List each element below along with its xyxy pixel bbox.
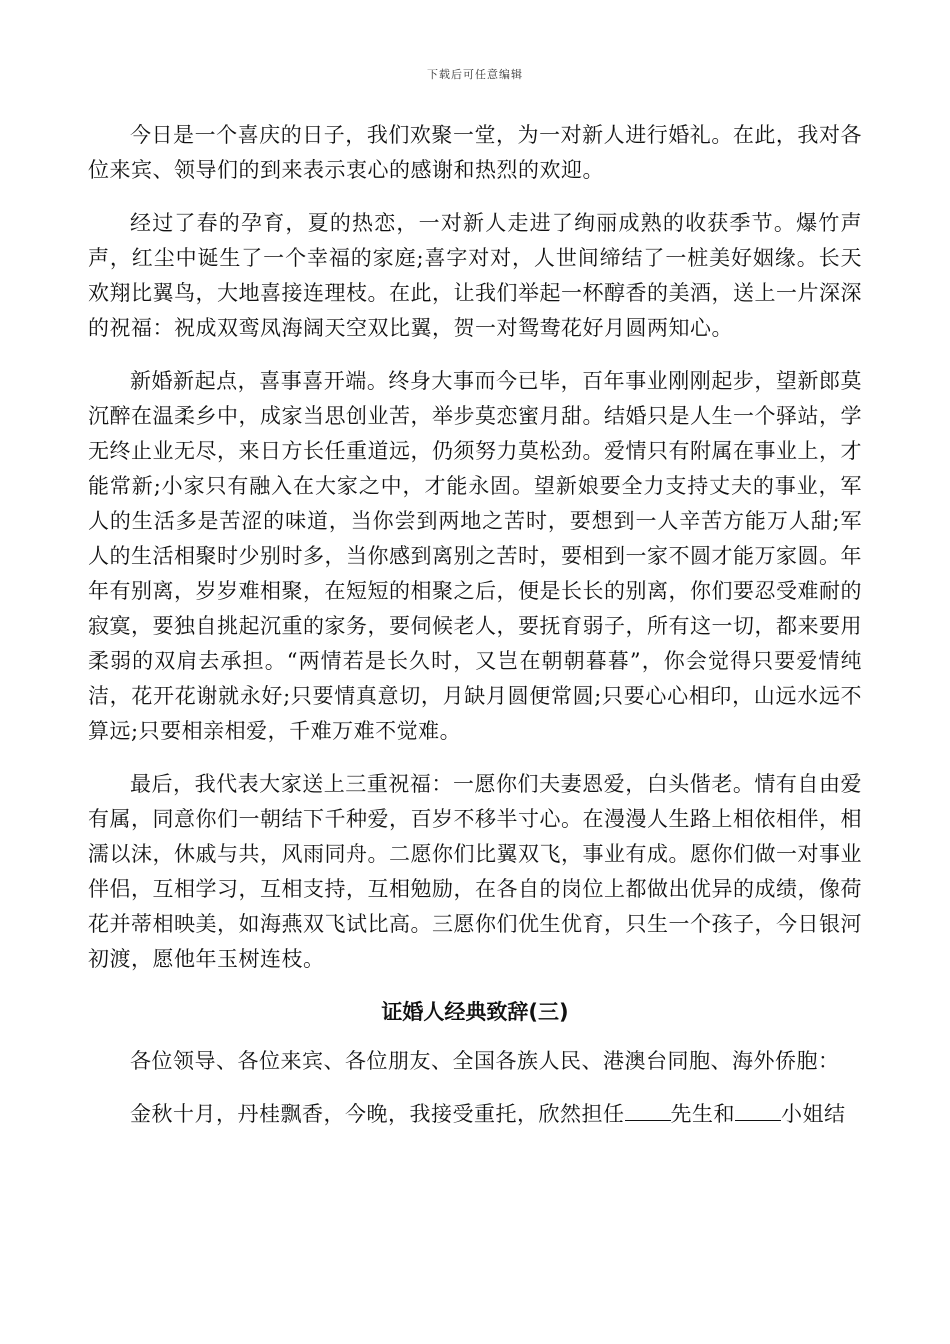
paragraph-last-line [88, 1097, 862, 1132]
paragraph-opening: 今日是一个喜庆的日子，我们欢聚一堂，为一对新人进行婚礼。在此，我对各位来宾、领导们的到来表示衷心的感谢和热烈的欢迎。 [88, 123, 862, 182]
paragraph-three-wishes: 最后，我代表大家送上三重祝福：一愿你们夫妻恩爱，白头偕老。情有自由爱有属，同意你们一朝结下千种爱，百岁不移半寸心。在漫漫人生路上相依相伴，相濡以沫，休戚与共，风雨同舟。二愿你们比翼双飞，事业有成。愿你们做一对事业伴侣，互相学习，互相支持，互相勉励，在各自的岗位上都做出优异的成绩，像荷花并蒂相映美，如海燕双飞试比高。三愿你们优生优育，只生一个孩子，今日银河初渡，愿他年玉树连枝。 [88, 772, 862, 971]
name-blank-groom [625, 1100, 671, 1121]
header-note: 下载后可任意编辑 [427, 68, 523, 81]
last-line-part1: 金秋十月，丹桂飘香，今晚，我接受重托，欣然担任 [130, 1102, 625, 1126]
paragraph-blessing: 经过了春的孕育，夏的热恋，一对新人走进了绚丽成熟的收获季节。爆竹声声，红尘中诞生了一个幸福的家庭;喜字对对，人世间缔结了一桩美好姻缘。长天欢翔比翼鸟，大地喜接连理枝。在此，让我们举起一杯醇香的美酒，送上一片深深的祝福：祝成双鸾凤海阔天空双比翼，贺一对鸳鸯花好月圆两知心。 [88, 211, 862, 340]
last-line-part3: 小姐结 [781, 1102, 846, 1126]
last-line-part2: 先生和 [670, 1102, 735, 1126]
paragraph-greeting: 各位领导、各位来宾、各位朋友、全国各族人民、港澳台同胞、海外侨胞： [130, 1049, 840, 1073]
document-body [88, 118, 862, 1150]
name-blank-bride [735, 1100, 781, 1121]
paragraph-advice: 新婚新起点，喜事喜开端。终身大事而今已毕，百年事业刚刚起步，望新郎莫沉醉在温柔乡中，成家当思创业苦，举步莫恋蜜月甜。结婚只是人生一个驿站，学无终止业无尽，来日方长任重道远，仍须努力莫松劲。爱情只有附属在事业上，才能常新;小家只有融入在大家之中，才能永固。望新娘要全力支持丈夫的事业，军人的生活多是苦涩的味道，当你尝到两地之苦时，要想到一人辛苦方能万人甜;军人的生活相聚时少别时多，当你感到离别之苦时，要相到一家不圆才能万家圆。年年有别离，岁岁难相聚，在短短的相聚之后，便是长长的别离，你们要忍受难耐的寂寞，要独自挑起沉重的家务，要伺候老人，要抚育弱子，所有这一切，都来要用柔弱的双肩去承担。“两情若是长久时，又岂在朝朝暮暮”，你会觉得只要爱情纯洁，花开花谢就永好;只要情真意切，月缺月圆便常圆;只要心心相印，山远水远不算远;只要相亲相爱，千难万难不觉难。 [88, 369, 862, 743]
section-title: 证婚人经典致辞(三) [381, 1000, 569, 1024]
